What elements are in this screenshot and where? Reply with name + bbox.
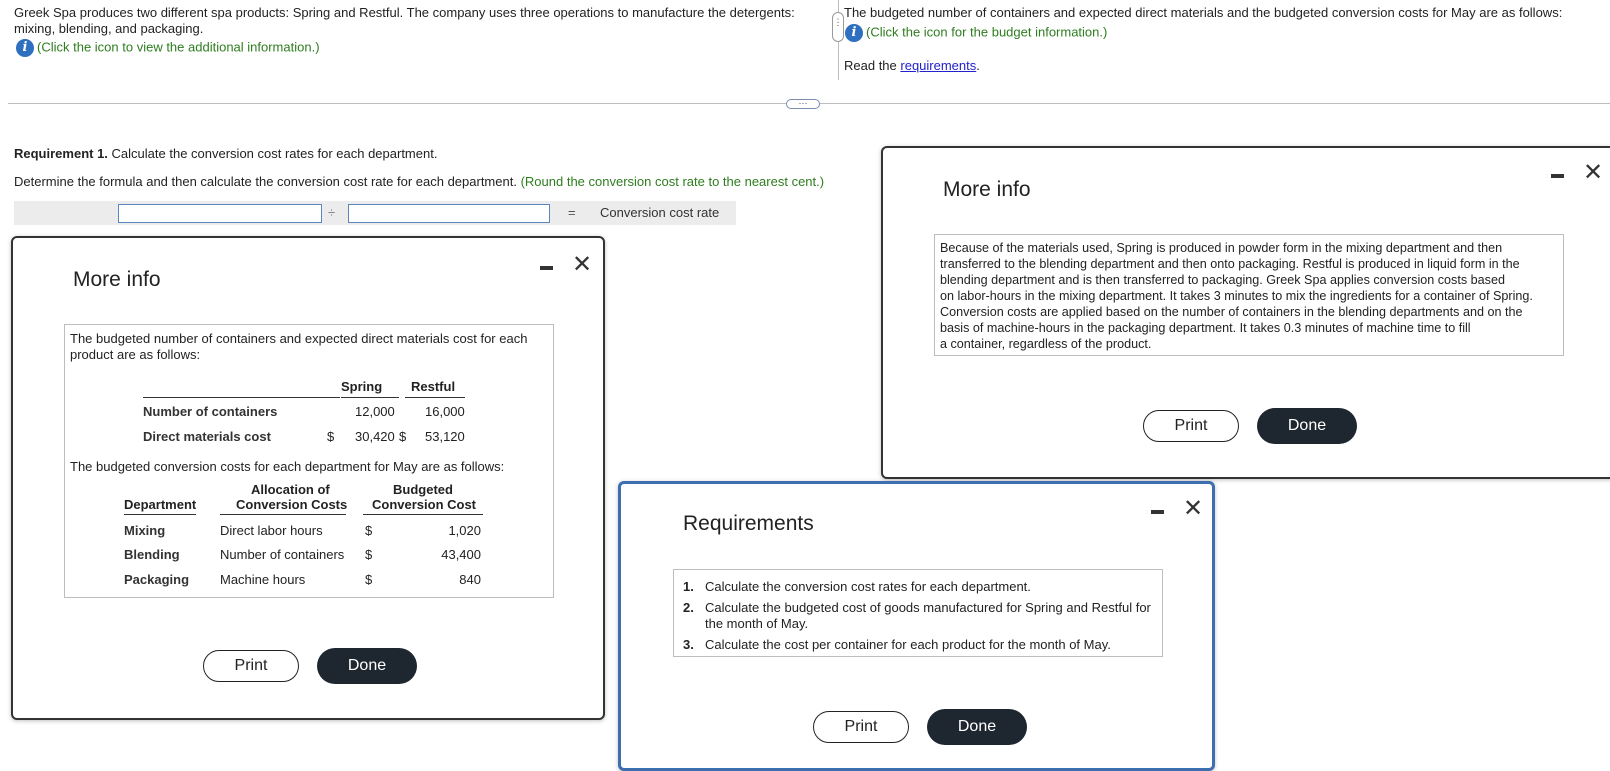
info-icon[interactable]: i [16,39,34,57]
col-header-budget-1: Budgeted [393,482,453,497]
intro-info-link-text[interactable]: (Click the icon to view the additional information.) [37,39,320,55]
header-underline [143,397,340,398]
requirement-label: Requirement 1. [14,146,108,161]
done-button[interactable]: Done [927,709,1027,745]
info-line: basis of machine-hours in the packaging department. It takes 0.3 minutes of machine time to fill [940,321,1471,335]
dept-name-blending: Blending [124,547,180,562]
requirement-number: 3. [683,637,694,652]
divide-symbol: ÷ [328,205,336,220]
info-line: Because of the materials used, Spring is produced in powder form in the mixing department and then [940,241,1503,255]
requirement-item [674,637,1162,653]
requirement-text: Calculate the conversion cost rates for each department. [111,146,438,161]
done-button[interactable]: Done [317,648,417,684]
more-info-dialog [881,146,1610,479]
budget-info-dialog [11,236,605,720]
col-header-spring: Spring [341,379,383,394]
dept-basis-packaging: Machine hours [220,572,306,587]
dialog-title: More info [943,178,1031,201]
requirements-content-box [673,569,1163,657]
requirement-item [674,600,1162,632]
requirement-number: 2. [683,600,694,615]
dept-cost-mixing: 1,020 [448,523,481,538]
horizontal-resize-handle[interactable]: ··· [786,99,820,109]
dept-cost-blending: 43,400 [441,547,481,562]
info-line: on labor-hours in the mixing department. It takes 3 minutes to mix the ingredients for a container of Spring. [940,289,1533,303]
result-label: Conversion cost rate [600,205,720,220]
dept-dollar-mixing: $ [365,523,373,538]
intro-text [14,5,804,37]
info-line: a container, regardless of the product. [940,337,1152,351]
dept-dollar-blending: $ [365,547,373,562]
dm-cost-restful: 53,120 [425,429,465,444]
requirement-heading [14,146,437,161]
dept-name-mixing: Mixing [124,523,166,538]
formula-row [14,201,736,225]
requirements-list [674,579,1162,653]
conversion-intro: The budgeted conversion costs for each department for May are as follows: [70,459,505,474]
col-header-department: Department [124,497,197,512]
dm-cost-spring: 30,420 [355,429,395,444]
budget-header-underline [363,514,483,515]
dialog-title: More info [73,268,161,291]
info-icon[interactable]: i [845,24,863,42]
col-header-alloc-2: Conversion Costs [236,497,348,512]
header-underline-restful [405,397,465,398]
budget-content-box [64,324,554,598]
intro-info-link[interactable] [16,39,320,57]
done-button[interactable]: Done [1257,408,1357,444]
rounding-hint: (Round the conversion cost rate to the nearest cent.) [520,174,825,189]
row-label-dm-cost: Direct materials cost [143,429,271,444]
vertical-resize-handle[interactable]: ⋮ [832,12,844,42]
numerator-input[interactable] [118,204,322,223]
info-line: transferred to the blending department and then onto packaging. Restful is produced in liquid form in the [940,257,1520,271]
dept-name-packaging: Packaging [124,572,190,587]
requirement-item [674,579,1162,595]
denominator-input[interactable] [348,204,550,223]
dept-dollar-packaging: $ [365,572,373,587]
dm-dollar-restful: $ [399,429,407,444]
close-icon[interactable]: ✕ [1183,494,1204,522]
intro-paragraph: Greek Spa produces two different spa products: Spring and Restful. The company uses three operations to manufacture the detergents: mixing, blending, and packaging. [14,5,795,36]
equals-symbol: = [568,205,576,220]
budget-info-link[interactable] [845,24,1107,42]
dept-basis-blending: Number of containers [220,547,345,562]
col-header-restful: Restful [411,379,456,394]
header-underline-spring [341,397,399,398]
col-header-budget-2: Conversion Cost [372,497,477,512]
requirement-text: Calculate the cost per container for each product for the month of May. [705,637,1111,652]
print-button[interactable]: Print [813,711,909,743]
budget-intro: The budgeted number of containers and expected direct materials cost for each product are as follows: [70,331,528,362]
minimize-icon[interactable] [1551,174,1564,178]
requirement-text: Calculate the conversion cost rates for each department. [705,579,1031,594]
close-icon[interactable]: ✕ [1583,158,1604,186]
print-button[interactable]: Print [203,650,299,682]
dept-header-underline [124,514,196,515]
dialog-title: Requirements [683,512,814,535]
alloc-header-underline [220,514,346,515]
instruction-line [14,174,824,189]
minimize-icon[interactable] [1151,510,1164,514]
dept-cost-packaging: 840 [459,572,481,587]
read-requirements [844,58,980,73]
read-suffix: . [976,58,980,73]
minimize-icon[interactable] [540,266,553,270]
info-line: Conversion costs are applied based on the number of containers in the blending departments and on the [940,305,1523,319]
budget-info-link-text[interactable]: (Click the icon for the budget information.) [866,24,1108,40]
row-label-containers: Number of containers [143,404,278,419]
requirement-number: 1. [683,579,694,594]
info-line: blending department and is then transferred to packaging. Greek Spa applies conversion costs based [940,273,1505,287]
requirements-link[interactable]: requirements [900,58,977,73]
containers-spring: 12,000 [355,404,395,419]
col-header-alloc-1: Allocation of [251,482,330,497]
budget-text: The budgeted number of containers and expected direct materials and the budgeted conversion costs for May are as follows: [844,5,1563,20]
instruction-text: Determine the formula and then calculate the conversion cost rate for each department. [14,174,517,189]
dept-basis-mixing: Direct labor hours [220,523,323,538]
requirement-text: Calculate the budgeted cost of goods manufactured for Spring and Restful for the month of May. [705,600,1151,631]
requirements-dialog [618,481,1215,771]
close-icon[interactable]: ✕ [572,250,593,278]
dm-dollar-spring: $ [327,429,335,444]
containers-restful: 16,000 [425,404,465,419]
print-button[interactable]: Print [1143,410,1239,442]
read-prefix: Read the [844,58,897,73]
info-content-box [934,234,1564,356]
